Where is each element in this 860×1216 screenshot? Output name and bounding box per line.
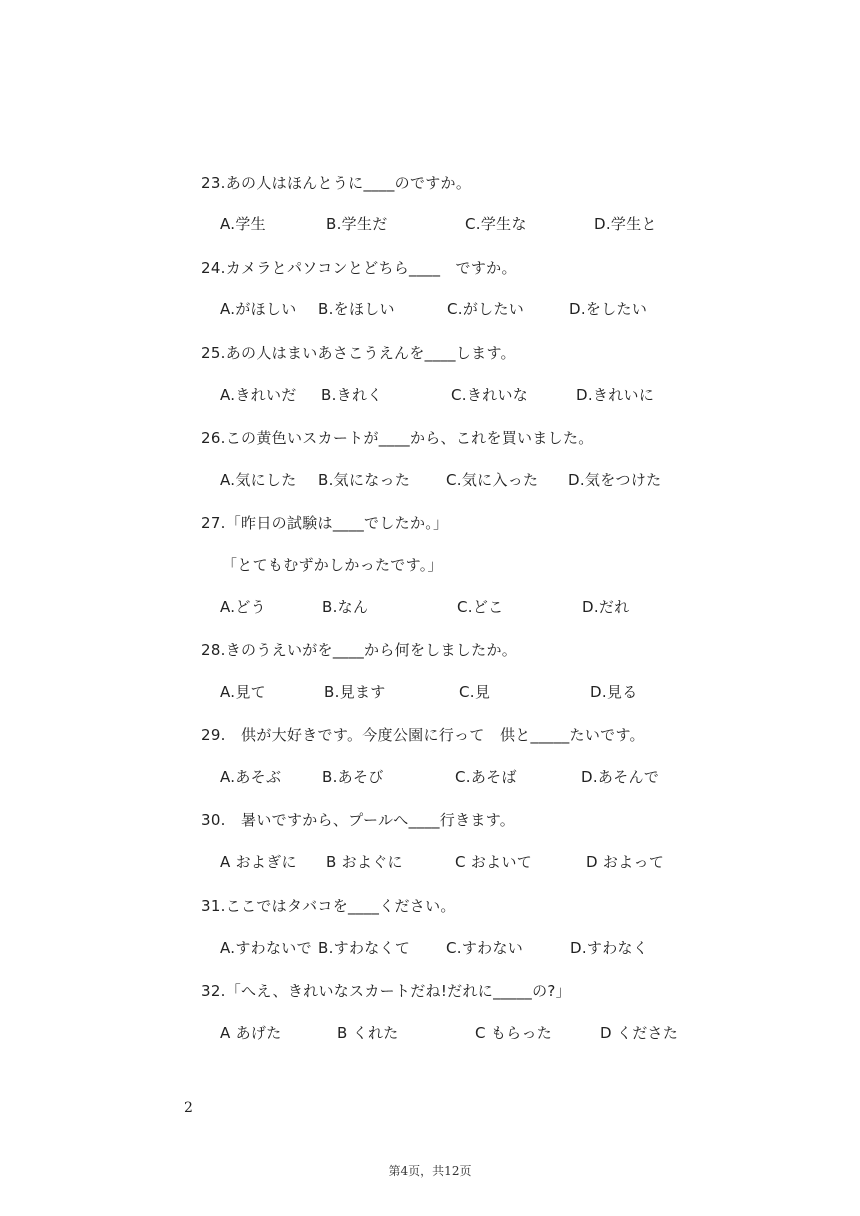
option-a: A.がほしい <box>220 300 297 318</box>
option-b: B.気になった <box>318 471 411 489</box>
option-a: A およぎに <box>220 853 297 871</box>
option-d: D.あそんで <box>581 768 660 786</box>
option-d: D.すわなく <box>570 939 649 957</box>
option-b: B.学生だ <box>326 215 388 233</box>
question-23: 23.あの人はほんとうに____のですか。 <box>201 174 472 192</box>
option-c: C.気に入った <box>446 471 539 489</box>
option-a: A.すわないで <box>220 939 312 957</box>
option-b: B.あそび <box>322 768 384 786</box>
option-d: D.気をつけた <box>568 471 662 489</box>
question-32: 32.「へえ、きれいなスカートだね!だれに_____の?」 <box>201 982 571 1000</box>
question-26: 26.この黄色いスカートが____から、これを買いました。 <box>201 429 594 447</box>
question-28: 28.きのうえいがを____から何をしましたか。 <box>201 641 518 659</box>
option-c: C もらった <box>475 1024 553 1042</box>
option-a: A.きれいだ <box>220 386 297 404</box>
option-c: C.見 <box>459 683 491 701</box>
question-27: 27.「昨日の試験は____でしたか。」 <box>201 514 449 532</box>
question-25: 25.あの人はまいあさこうえんを____します。 <box>201 344 516 362</box>
option-d: D くださた <box>600 1024 679 1042</box>
option-b: B.きれく <box>321 386 383 404</box>
option-a: A.あそぶ <box>220 768 282 786</box>
option-b: B.すわなくて <box>318 939 411 957</box>
question-27-reply: 「とてもむずかしかったです。」 <box>222 556 443 574</box>
page-number: 2 <box>184 1100 193 1116</box>
option-d: D.だれ <box>582 598 630 616</box>
option-b: B.見ます <box>324 683 386 701</box>
option-c: C.すわない <box>446 939 524 957</box>
option-a: A.気にした <box>220 471 297 489</box>
option-c: C.学生な <box>465 215 527 233</box>
option-b: B.をほしい <box>318 300 395 318</box>
option-c: C.きれいな <box>451 386 529 404</box>
option-c: C およいて <box>455 853 533 871</box>
option-a: A.どう <box>220 598 266 616</box>
question-31: 31.ここではタバコを____ください。 <box>201 897 456 915</box>
option-d: D およって <box>586 853 665 871</box>
option-a: A.学生 <box>220 215 266 233</box>
option-d: D.見る <box>590 683 638 701</box>
option-a: A.見て <box>220 683 266 701</box>
page-footer: 第4页，共12页 <box>388 1164 472 1178</box>
option-d: D.学生と <box>594 215 657 233</box>
question-29: 29. 供が大好きです。今度公園に行って 供と_____たいです。 <box>201 726 645 744</box>
question-24: 24.カメラとパソコンとどちら____ ですか。 <box>201 259 517 277</box>
option-c: C.あそば <box>455 768 517 786</box>
option-b: B およぐに <box>326 853 403 871</box>
option-d: D.をしたい <box>569 300 648 318</box>
option-b: B.なん <box>322 598 369 616</box>
option-c: C.がしたい <box>447 300 525 318</box>
option-b: B くれた <box>337 1024 399 1042</box>
option-c: C.どこ <box>457 598 504 616</box>
option-d: D.きれいに <box>576 386 655 404</box>
question-30: 30. 暑いですから、プールへ____行きます。 <box>201 811 516 829</box>
option-a: A あげた <box>220 1024 282 1042</box>
